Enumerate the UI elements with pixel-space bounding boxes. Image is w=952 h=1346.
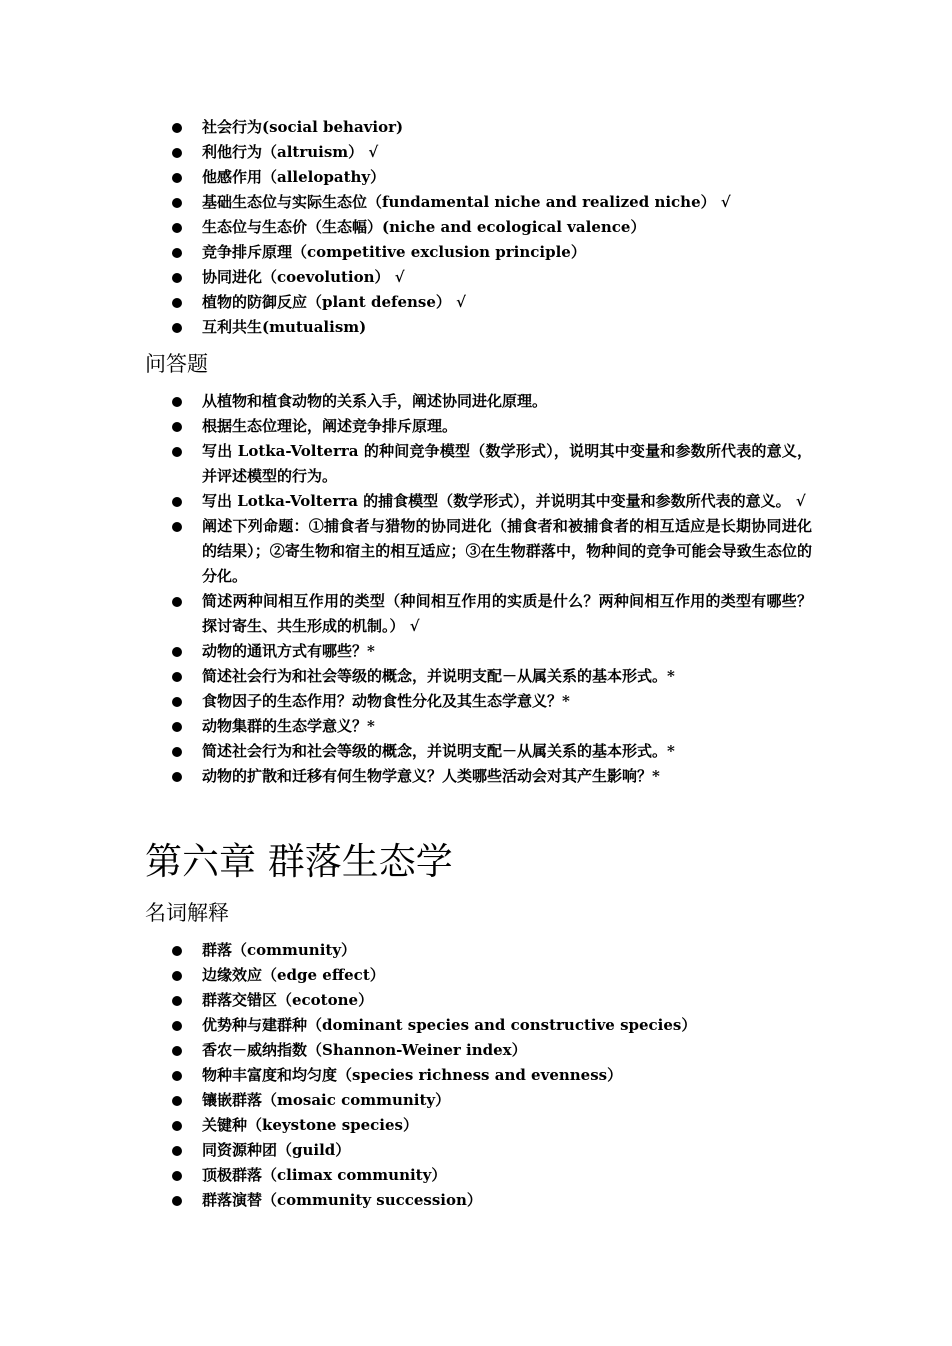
bullet-icon (172, 1196, 182, 1206)
terms-heading: 名词解释 (145, 901, 229, 925)
question-text: 阐述下列命题：①捕食者与猎物的协同进化（捕食者和被捕食者的相互适应是长期协同进化的结果）；②寄生物和宿主的相互适应；③在生物群落中，物种间的竞争可能会导致生态位的分化。 (202, 517, 812, 585)
term-text: 群落交错区（ecotone） (202, 991, 374, 1009)
bullet-icon (172, 1121, 182, 1131)
list-item (0, 664, 812, 689)
term-text: 协同进化（coevolution） √ (202, 268, 405, 286)
list-item (0, 739, 812, 764)
list-item (0, 190, 812, 215)
list-item (0, 514, 812, 589)
terms-list-bottom (0, 938, 812, 1213)
list-item (0, 689, 812, 714)
chapter-title: 第六章 群落生态学 (145, 840, 453, 883)
list-item (0, 1088, 812, 1113)
questions-list (0, 389, 812, 789)
bullet-icon (172, 772, 182, 782)
list-item (0, 215, 812, 240)
term-text: 优势种与建群种（dominant species and constructive species） (202, 1016, 697, 1034)
question-text: 简述社会行为和社会等级的概念，并说明支配－从属关系的基本形式。* (202, 667, 675, 685)
bullet-icon (172, 173, 182, 183)
term-text: 他感作用（allelopathy） (202, 168, 386, 186)
list-item (0, 1013, 812, 1038)
bullet-icon (172, 123, 182, 133)
term-text: 生态位与生态价（生态幅）(niche and ecological valence） (202, 218, 646, 236)
term-text: 镶嵌群落（mosaic community） (202, 1091, 451, 1109)
list-item (0, 1138, 812, 1163)
bullet-icon (172, 1146, 182, 1156)
bullet-icon (172, 273, 182, 283)
question-text: 写出 Lotka-Volterra 的种间竞争模型（数学形式），说明其中变量和参数所代表的意义，并评述模型的行为。 (202, 442, 812, 485)
term-text: 竞争排斥原理（competitive exclusion principle） (202, 243, 586, 261)
term-text: 群落演替（community succession） (202, 1191, 482, 1209)
list-item (0, 165, 812, 190)
bullet-icon (172, 971, 182, 981)
term-text: 群落（community） (202, 941, 357, 959)
term-text: 利他行为（altruism） √ (202, 143, 379, 161)
list-item (0, 1038, 812, 1063)
bullet-icon (172, 996, 182, 1006)
term-text: 边缘效应（edge effect） (202, 966, 385, 984)
bullet-icon (172, 1021, 182, 1031)
list-item (0, 115, 812, 140)
list-item (0, 140, 812, 165)
list-item (0, 389, 812, 414)
question-text: 从植物和植食动物的关系入手，阐述协同进化原理。 (202, 392, 548, 410)
term-text: 互利共生(mutualism) (202, 318, 367, 336)
bullet-icon (172, 198, 182, 208)
bullet-icon (172, 323, 182, 333)
question-text: 动物集群的生态学意义？* (202, 717, 375, 735)
bullet-icon (172, 1096, 182, 1106)
list-item (0, 240, 812, 265)
question-text: 动物的通讯方式有哪些？* (202, 642, 375, 660)
bullet-icon (172, 422, 182, 432)
bullet-icon (172, 647, 182, 657)
terms-list-top (0, 115, 812, 340)
list-item (0, 1188, 812, 1213)
list-item (0, 290, 812, 315)
term-text: 同资源种团（guild） (202, 1141, 351, 1159)
bullet-icon (172, 1071, 182, 1081)
question-text: 根据生态位理论，阐述竞争排斥原理。 (202, 417, 458, 435)
question-text: 食物因子的生态作用？动物食性分化及其生态学意义？* (202, 692, 570, 710)
qa-heading: 问答题 (145, 352, 208, 376)
question-text: 动物的扩散和迁移有何生物学意义？人类哪些活动会对其产生影响？* (202, 767, 660, 785)
list-item (0, 938, 812, 963)
bullet-icon (172, 148, 182, 158)
list-item (0, 714, 812, 739)
bullet-icon (172, 1046, 182, 1056)
bullet-icon (172, 248, 182, 258)
bullet-icon (172, 597, 182, 607)
bullet-icon (172, 1171, 182, 1181)
bullet-icon (172, 397, 182, 407)
bullet-icon (172, 497, 182, 507)
list-item (0, 1113, 812, 1138)
list-item (0, 589, 812, 639)
bullet-icon (172, 223, 182, 233)
term-text: 顶极群落（climax community） (202, 1166, 447, 1184)
term-text: 关键种（keystone species） (202, 1116, 418, 1134)
list-item (0, 489, 812, 514)
bullet-icon (172, 672, 182, 682)
term-text: 香农－威纳指数（Shannon-Weiner index） (202, 1041, 527, 1059)
term-text: 基础生态位与实际生态位（fundamental niche and realized niche） √ (202, 193, 731, 211)
list-item (0, 265, 812, 290)
bullet-icon (172, 697, 182, 707)
list-item (0, 639, 812, 664)
list-item (0, 1163, 812, 1188)
bullet-icon (172, 447, 182, 457)
question-text: 写出 Lotka-Volterra 的捕食模型（数学形式），并说明其中变量和参数所代表的意义。 √ (202, 492, 806, 510)
list-item (0, 963, 812, 988)
term-text: 植物的防御反应（plant defense） √ (202, 293, 466, 311)
list-item (0, 439, 812, 489)
bullet-icon (172, 298, 182, 308)
list-item (0, 315, 812, 340)
term-text: 社会行为(social behavior) (202, 118, 404, 136)
list-item (0, 1063, 812, 1088)
list-item (0, 764, 812, 789)
bullet-icon (172, 747, 182, 757)
bullet-icon (172, 522, 182, 532)
list-item (0, 414, 812, 439)
list-item (0, 988, 812, 1013)
question-text: 简述两种间相互作用的类型（种间相互作用的实质是什么？两种间相互作用的类型有哪些？探讨寄生、共生形成的机制。） √ (202, 592, 812, 635)
bullet-icon (172, 946, 182, 956)
bullet-icon (172, 722, 182, 732)
question-text: 简述社会行为和社会等级的概念，并说明支配－从属关系的基本形式。* (202, 742, 675, 760)
term-text: 物种丰富度和均匀度（species richness and evenness） (202, 1066, 623, 1084)
